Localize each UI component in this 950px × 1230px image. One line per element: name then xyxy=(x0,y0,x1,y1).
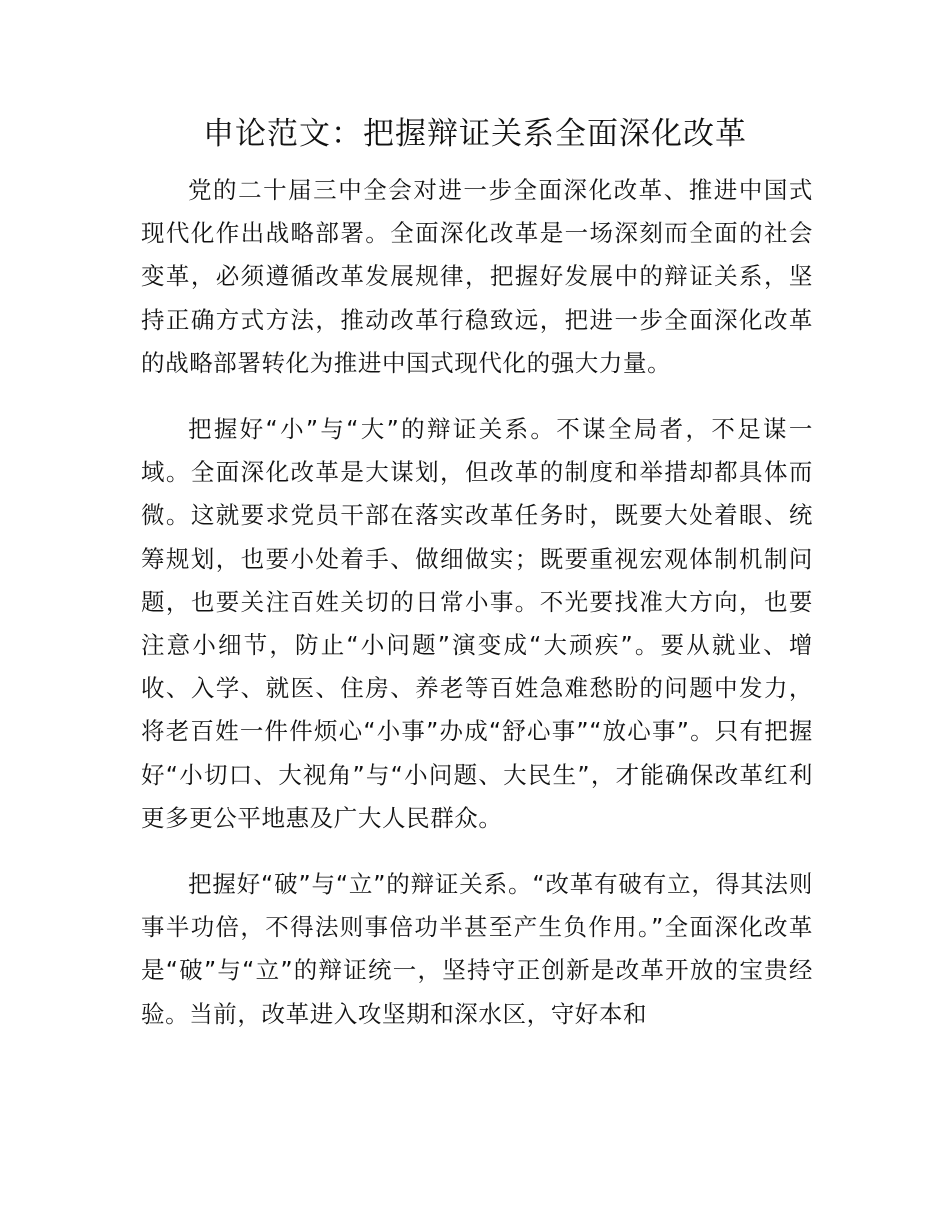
document-title: 申论范文：把握辩证关系全面深化改革 xyxy=(203,116,747,152)
paragraph-small-big: 把握好“小”与“大”的辩证关系。不谋全局者，不足谋一域。全面深化改革是大谋划，但改革的制度和举措却都具体而微。这就要求党员干部在落实改革任务时，既要大处着眼、统筹规划，也要小处着手、做细做实；既要重视宏观体制机制问题，也要关注百姓关切的日常小事。不光要找准大方向，也要注意小细节，防止“小问题”演变成“大顽疾”。要从就业、增收、入学、就医、住房、养老等百姓急难愁盼的问题中发力，将老百姓一件件烦心“小事”办成“舒心事”“放心事”。只有把握好“小切口、大视角”与“小问题、大民生”，才能确保改革红利更多更公平地惠及广大人民群众。 xyxy=(141,415,813,832)
paragraph-intro: 党的二十届三中全会对进一步全面深化改革、推进中国式现代化作出战略部署。全面深化改革是一场深刻而全面的社会变革，必须遵循改革发展规律，把握好发展中的辩证关系，坚持正确方式方法，推动改革行稳致远，把进一步全面深化改革的战略部署转化为推进中国式现代化的强大力量。 xyxy=(141,176,813,377)
paragraph-break-build: 把握好“破”与“立”的辩证关系。“改革有破有立，得其法则事半功倍，不得法则事倍功半甚至产生负作用。”全面深化改革是“破”与“立”的辩证统一，坚持守正创新是改革开放的宝贵经验。当前，改革进入攻坚期和深水区，守好本和 xyxy=(141,870,813,1028)
document-body xyxy=(141,169,813,1059)
